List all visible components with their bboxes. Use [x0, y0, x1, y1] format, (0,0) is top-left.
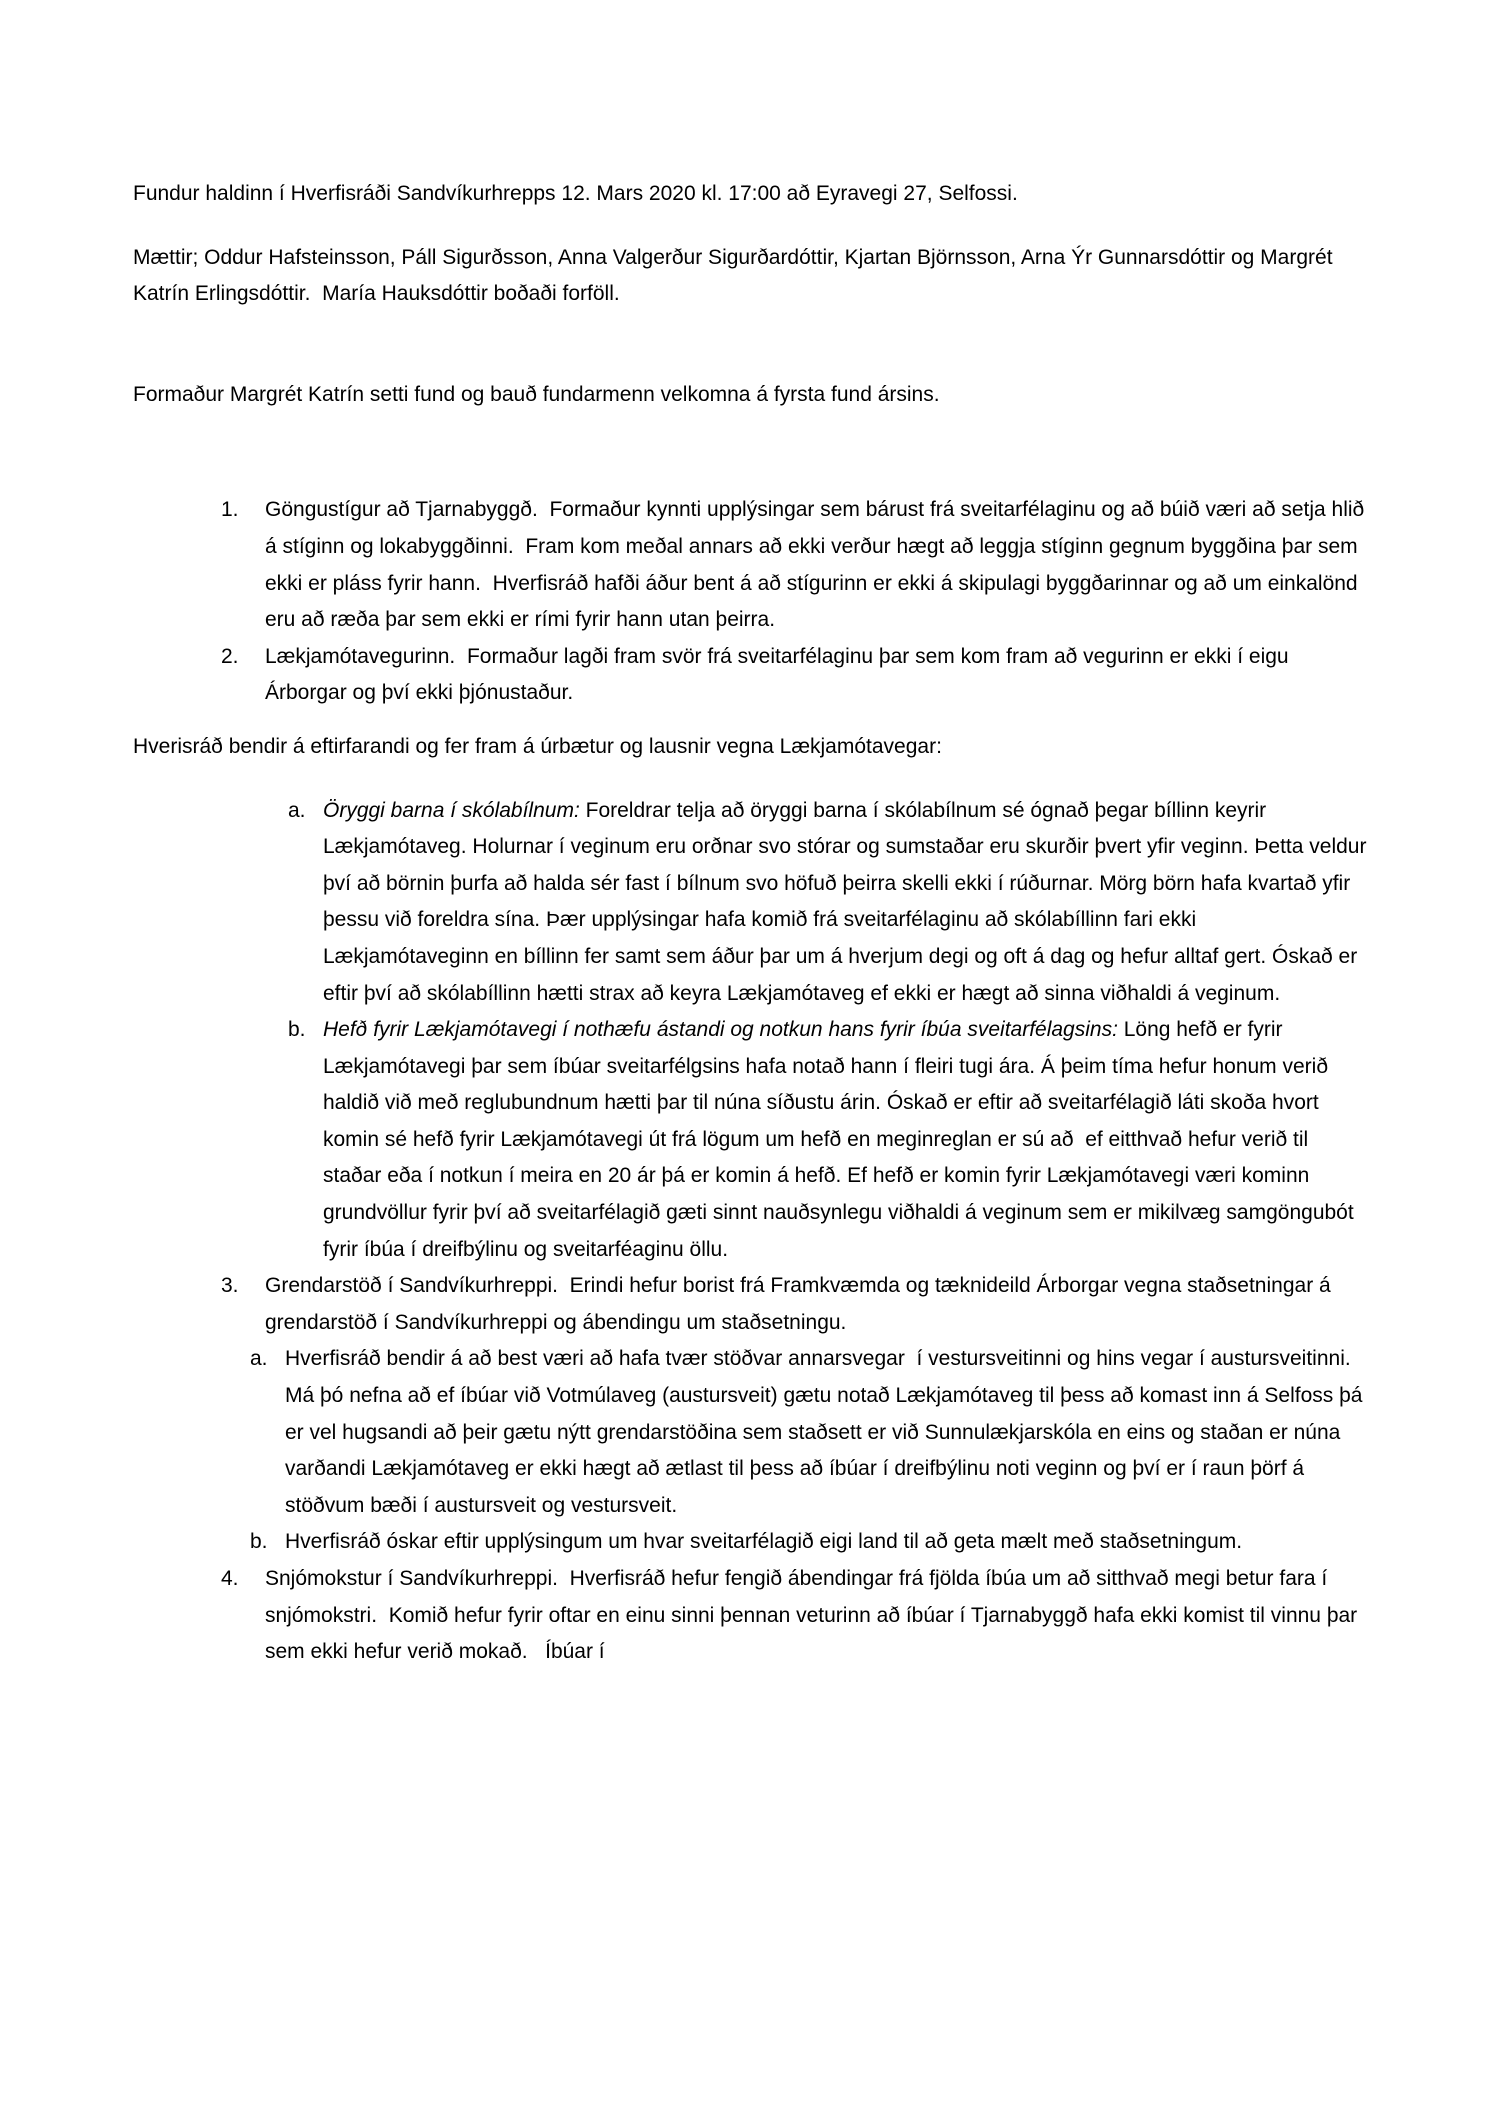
agenda-item-2-text: Lækjamótavegurinn. Formaður lagði fram svör frá sveitarfélaginu þar sem kom fram að vegurinn er ekki í eigu Árborgar og því ekki þjónustaður.: [265, 644, 1295, 705]
agenda-item-1-text: Göngustígur að Tjarnabyggð. Formaður kynnti upplýsingar sem bárust frá sveitarfélaginu og að búið væri að setja hlið á stíginn og lokabyggðinni. Fram kom meðal annars að ekki verður hægt að leggja stíginn gegnum byggðina þar sem ekki er pláss fyrir hann. Hverfisráð hafði áður bent á að stígurinn er ekki á skipulagi byggðarinnar og að um einkalönd eru að ræða þar sem ekki er rími fyrir hann utan þeirra.: [265, 498, 1371, 632]
list-marker-2: 2.: [221, 644, 239, 668]
road-subitem-a-italic-lead: Öryggi barna í skólabílnum:: [323, 798, 580, 822]
list-marker-3b: b.: [250, 1530, 268, 1554]
agenda-item-2: [133, 639, 1367, 712]
list-marker-b: b.: [288, 1018, 306, 1042]
road-issues-intro-paragraph: Hverisráð bendir á eftirfarandi og fer fram á úrbætur og lausnir vegna Lækjamótavegar:: [133, 734, 942, 758]
item3-subitem-a-text: Hverfisráð bendir á að best væri að hafa tvær stöðvar annarsvegar í vestursveitinni og hins vegar í austursveitinni. Má þó nefna að ef íbúar við Votmúlaveg (austursveit) gætu notað Lækjamótaveg til þess að komast inn á Selfoss þá er vel hugsandi að þeir gætu nýtt grendarstöðina sem staðsett er við Sunnulækjarskóla en eins og staðan er núna varðandi Lækjamótaveg er ekki hægt að ætlast til þess að íbúar í dreifbýlinu noti veginn og því er í raun þörf á stöðvum bæði í austursveit og vestursveit.: [285, 1347, 1369, 1517]
item3-subitem-a: [133, 1341, 1367, 1524]
road-subitem-b: [133, 1012, 1367, 1268]
road-subitem-a-text: [323, 793, 1373, 1013]
attendees-paragraph: Mættir; Oddur Hafsteinsson, Páll Sigurðsson, Anna Valgerður Sigurðardóttir, Kjartan Björnsson, Arna Ýr Gunnarsdóttir og Margrét Katrín Erlingsdóttir. María Hauksdóttir boðaði forföll.: [133, 245, 1339, 306]
road-subitem-b-italic-lead: Hefð fyrir Lækjamótavegi í nothæfu ástandi og notkun hans fyrir íbúa sveitarfélagsins:: [323, 1018, 1118, 1042]
list-marker-3a: a.: [250, 1347, 268, 1371]
agenda-item-4: [133, 1561, 1367, 1671]
road-subitem-b-body: Löng hefð er fyrir Lækjamótavegi þar sem íbúar sveitarfélgsins hafa notað hann í fleiri tugi ára. Á þeim tíma hefur honum verið haldið við með reglubundnum hætti þar til núna síðustu árin. Óskað er eftir að sveitarfélagið láti skoða hvort komin sé hefð fyrir Lækjamótavegi út frá lögum um hefð en meginreglan er sú að ef eitthvað hefur verið til staðar eða í notkun í meira en 20 ár þá er komin á hefð. Ef hefð er komin fyrir Lækjamótavegi væri kominn grundvöllur fyrir því að sveitarfélagið gæti sinnt nauðsynlegu viðhaldi á veginum sem er mikilvæg samgöngubót fyrir íbúa í dreifbýlinu og sveitarféaginu öllu.: [323, 1018, 1360, 1261]
item3-subitem-b-text: Hverfisráð óskar eftir upplýsingum um hvar sveitarfélagið eigi land til að geta mælt með staðsetningum.: [285, 1530, 1243, 1554]
road-subitem-a-body: Foreldrar telja að öryggi barna í skólabílnum sé ógnað þegar bíllinn keyrir Lækjamótaveg. Holurnar í veginum eru orðnar svo stórar og sumstaðar eru skurðir þvert yfir veginn. Þetta veldur því að börnin þurfa að halda sér fast í bílnum svo höfuð þeirra skelli ekki í rúðurnar. Mörg börn hafa kvartað yfir þessu við foreldra sína. Þær upplýsingar hafa komið frá sveitarfélaginu að skólabíllinn fari ekki Lækjamótaveginn en bíllinn fer samt sem áður þar um á hverjum degi og oft á dag og hefur alltaf gert. Óskað er eftir því að skólabíllinn hætti strax að keyra Lækjamótaveg ef ekki er hægt að sinna viðhaldi á veginum.: [323, 798, 1373, 1005]
list-marker-1: 1.: [221, 498, 239, 522]
meeting-header-paragraph: Fundur haldinn í Hverfisráði Sandvíkurhrepps 12. Mars 2020 kl. 17:00 að Eyravegi 27, Selfossi.: [133, 182, 1018, 205]
agenda-item-3-text: Grendarstöð í Sandvíkurhreppi. Erindi hefur borist frá Framkvæmda og tæknideild Árborgar vegna staðsetningar á grendarstöð í Sandvíkurhreppi og ábendingu um staðsetningu.: [265, 1274, 1337, 1334]
agenda-item-3: [133, 1268, 1367, 1341]
road-subitem-b-text: [323, 1012, 1367, 1268]
list-marker-3: 3.: [221, 1274, 239, 1298]
agenda-item-4-text: Snjómokstur í Sandvíkurhreppi. Hverfisráð hefur fengið ábendingar frá fjölda íbúa um að sitthvað megi betur fara í snjómokstri. Komið hefur fyrir oftar en einu sinni þennan veturinn að íbúar í Tjarnabyggð hafa ekki komist til vinnu þar sem ekki hefur verið mokað. Íbúar í: [265, 1567, 1364, 1664]
opening-paragraph: Formaður Margrét Katrín setti fund og bauð fundarmenn velkomna á fyrsta fund ársins.: [133, 382, 940, 406]
agenda-item-1: [133, 492, 1371, 638]
list-marker-4: 4.: [221, 1567, 239, 1590]
item3-subitem-b: [133, 1524, 1367, 1561]
list-marker-a: a.: [288, 798, 306, 822]
road-subitem-a: [133, 793, 1373, 1013]
